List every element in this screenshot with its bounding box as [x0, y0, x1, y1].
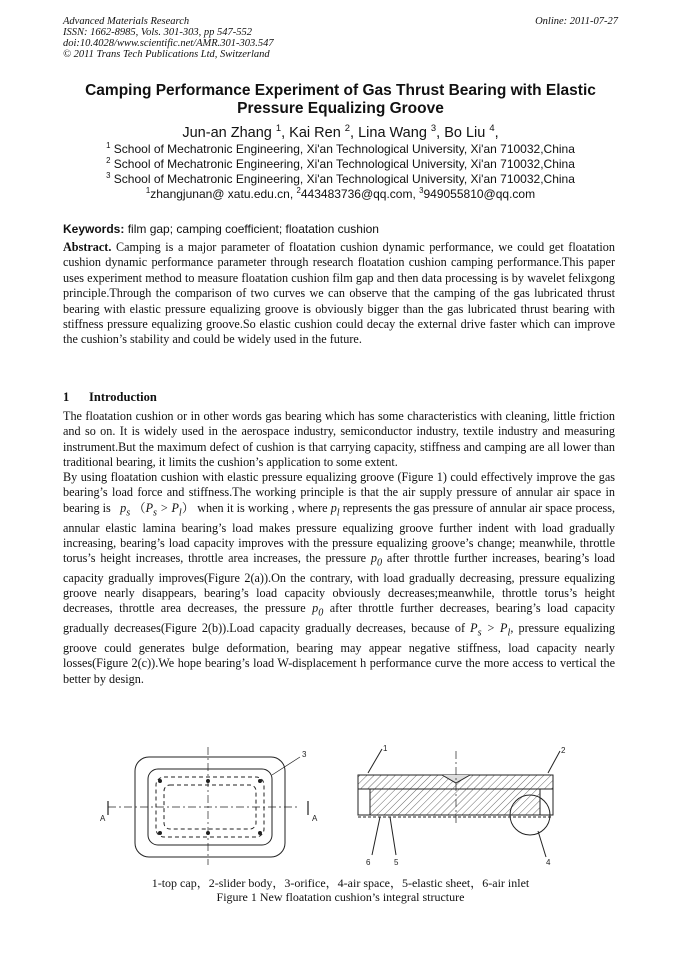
label-A: A [312, 814, 318, 823]
affiliation-line: $^3$ School of Mechatronic Engineering, Xi'an Technological University, Xi'an 710032,China [106, 171, 575, 186]
keywords-text: film gap; camping coefficient; floatation cushion [127, 222, 379, 236]
abstract-text: Camping is a major parameter of floatation cushion dynamic performance, we could get floatation cushion dynamic performance parameter through research floatation cushion camping performance.This paper uses experiment method to measure floatation cushion film gap and then data processing is by wavelet felixgong principle.Through the comparison of two curves we can observe that the camping of the gas lubricated thrust bearing with elastic pressure equalizing groove is obviously bigger than the gas lubricated thrust bearing with stiffness pressure equalizing groove.So elastic cushion could decay the external drive faster which can improve the cushion’s stability and could be widely used in the future. [63, 240, 615, 347]
label-3: 3 [302, 750, 307, 759]
label-A: A [100, 814, 106, 823]
copyright-line: © 2011 Trans Tech Publications Ltd, Switzerland [63, 49, 270, 60]
label-6: 6 [366, 858, 371, 867]
keywords-label: Keywords: [63, 222, 125, 236]
author-list: Jun-an Zhang $^1$, Kai Ren $^2$, Lina Wang $^3$, Bo Liu $^4$, [182, 122, 499, 141]
intro-paragraph-2: By using floatation cushion with elastic pressure equalizing groove (Figure 1) could effectively improve the gas bearing’s load force and stiffness.The working principle is that the air supply pressure of annular air space in bearing is $p_s$ $(P_s > P_l)$ when it is working , where $p_l$ represents the gas pressure of annular air space process, annular elastic lamina bearing’s load makes pressure equalizing groove further indent with load gradually increasing, bearing’s load capacity improves with the pressure equalizing groove’s change; meanwhile, throttle torus’s height increases, throttle area increases, the pressure $p_0$ after throttle further increases, bearing’s load capacity gradually improves(Figure 2(a)).On the contrary, with load gradually decreasing, pressure equalizing groove nearly disappears, bearing’s load capacity obviously decreases;meanwhile, throttle torus’s height decreases, throttle area decreases, the pressure $p_0$ after throttle further decreases, bearing’s load capacity gradually decreases(Figure 2(b)).Load capacity gradually decreases, because of $P_s > P_l$, pressure equalizing groove could generates bulge deformation, bearing may appear negative stiffness, load capacity nearly losses(Figure 2(c)).We hope bearing’s load W-displacement h performance curve the more access to vertical the better by design. [63, 470, 616, 686]
affiliation-line: $^2$ School of Mechatronic Engineering, Xi'an Technological University, Xi'an 710032,China [106, 156, 575, 171]
figure-1-drawing [100, 745, 580, 870]
section-heading [63, 390, 157, 405]
label-1: 1 [383, 745, 388, 753]
section-title: Introduction [89, 390, 157, 404]
top-view-drawing [108, 747, 308, 865]
label-4: 4 [546, 858, 551, 867]
figure-caption: Figure 1 New floatation cushion’s integral structure [216, 890, 465, 904]
intro-paragraph-1: The floatation cushion or in other words gas bearing which has some characteristics with cleaning, little friction and so on. It is widely used in the aerospace industry, semiconductor industry, textile industry and measuring instrument.But the maximum defect of cushion is that carrying capacity, stiffness and camping are all lower than traditional bearing, it limits the cushion’s application to some extent. [63, 409, 615, 469]
math-p0: $p_0$ [312, 601, 324, 619]
author-sup: 2 [344, 122, 351, 134]
author-sup: 4 [489, 122, 495, 134]
abstract [63, 240, 615, 348]
email-link[interactable]: 443483736@qq.com, [300, 187, 420, 201]
affiliation-line: $^1$ School of Mechatronic Engineering, Xi'an Technological University, Xi'an 710032,China [106, 141, 575, 156]
author-sup: 3 [430, 122, 437, 134]
math-ps: $p_s$ [120, 500, 131, 519]
journal-header [63, 16, 618, 60]
email-link[interactable]: zhangjunan@ xatu.edu.cn, [150, 187, 297, 201]
section-view-drawing [358, 749, 560, 857]
abstract-label: Abstract. [63, 240, 112, 254]
doi-line: doi:10.4028/www.scientific.net/AMR.301-303.547 [63, 38, 274, 49]
issn-line: ISSN: 1662-8985, Vols. 301-303, pp 547-552 [63, 27, 252, 38]
math-pl: $p_l$ [330, 500, 340, 519]
author-sup: 1 [275, 122, 282, 134]
email-line: $^1$zhangjunan@ xatu.edu.cn, $^2$443483736@qq.com, $^3$949055810@qq.com [145, 186, 536, 201]
math-condition: $P_s > P_l$ [145, 500, 182, 519]
author-name: Lina Wang [358, 125, 427, 141]
author-name: Kai Ren [289, 125, 341, 141]
author-name: Bo Liu [444, 125, 486, 141]
figure-legend: 1-top cap，2-slider body，3-orifice，4-air space，5-elastic sheet，6-air inlet [151, 876, 530, 890]
introduction-body [63, 409, 615, 687]
keywords [63, 222, 618, 236]
label-5: 5 [394, 858, 399, 867]
journal-name: Advanced Materials Research [63, 16, 190, 27]
section-number: 1 [63, 390, 70, 404]
email-link[interactable]: 949055810@qq.com [423, 187, 536, 201]
affiliations [63, 142, 618, 202]
math-p0: $p_0$ [370, 551, 383, 569]
online-date: Online: 2011-07-27 [535, 16, 618, 27]
author-name: Jun-an Zhang [182, 125, 272, 141]
math-condition: $P_s > P_l$ [470, 621, 511, 639]
paper-title: Camping Performance Experiment of Gas Thrust Bearing with Elastic Pressure Equalizing Groove [85, 82, 596, 117]
label-2: 2 [561, 746, 566, 755]
